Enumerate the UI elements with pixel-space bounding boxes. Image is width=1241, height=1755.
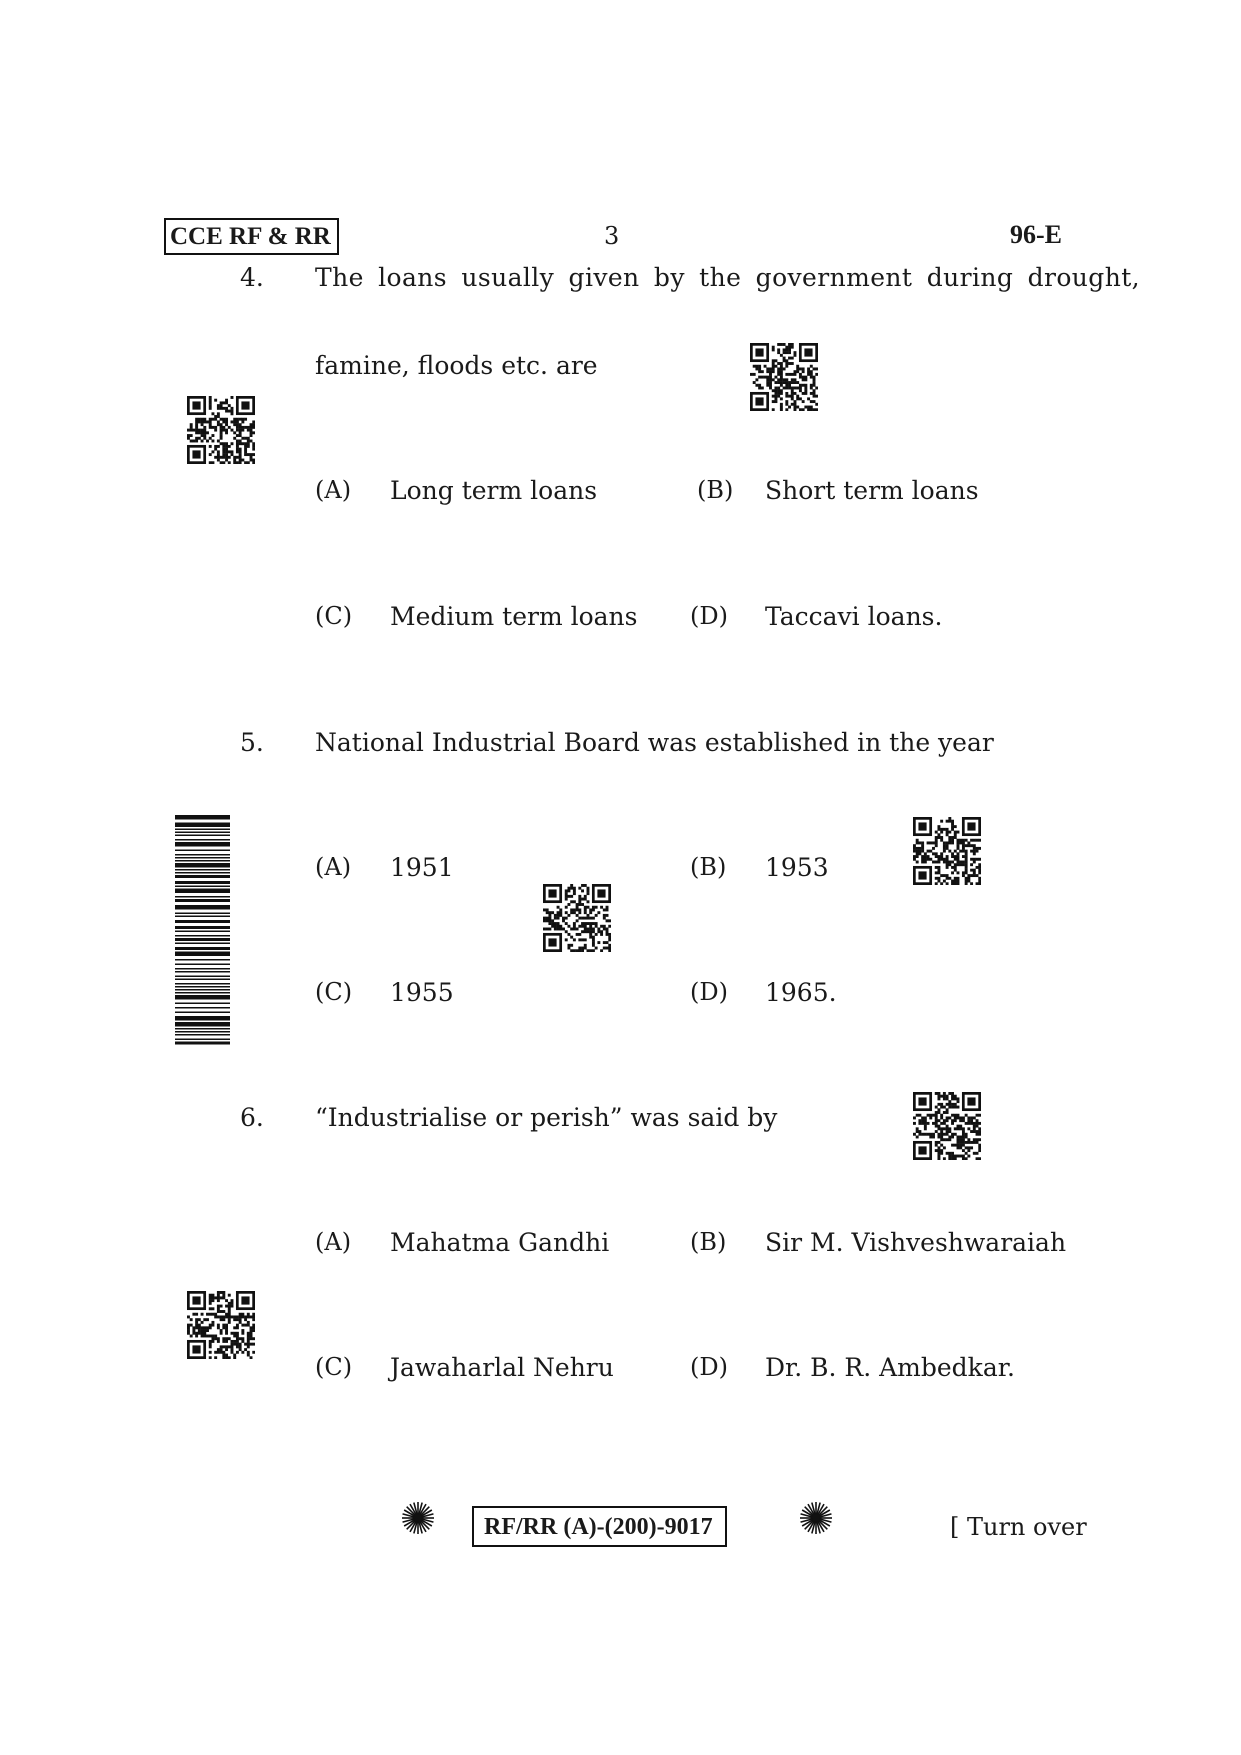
option-text: Mahatma Gandhi — [390, 1228, 610, 1257]
qr-code-icon — [913, 817, 981, 885]
option-text: 1953 — [765, 853, 829, 882]
starburst-icon — [401, 1501, 435, 1535]
option-label: (C) — [315, 602, 353, 630]
question-number: 4. — [240, 263, 264, 292]
option-label: (B) — [690, 1228, 727, 1256]
question-number: 5. — [240, 728, 264, 757]
turn-over-note: [ Turn over — [950, 1513, 1087, 1541]
barcode-icon — [175, 815, 230, 1047]
option-label: (D) — [690, 1353, 728, 1381]
option-text: 1965. — [765, 978, 837, 1007]
qr-code-icon — [913, 1092, 981, 1160]
paper-code: 96-E — [1010, 220, 1062, 249]
starburst-icon — [799, 1501, 833, 1535]
footer-code-box: RF/RR (A)-(200)-9017 — [472, 1506, 727, 1547]
option-label: (C) — [315, 1353, 353, 1381]
option-label: (C) — [315, 978, 353, 1006]
option-label: (B) — [690, 853, 727, 881]
qr-code-icon — [187, 396, 255, 464]
qr-code-icon — [187, 1291, 255, 1359]
option-text: 1955 — [390, 978, 454, 1007]
qr-code-icon — [750, 343, 818, 411]
option-label: (B) — [697, 476, 734, 504]
question-number: 6. — [240, 1103, 264, 1132]
question-text: “Industrialise or perish” was said by — [315, 1103, 778, 1132]
question-text: The loans usually given by the government during drought, — [315, 263, 1140, 292]
option-text: Long term loans — [390, 476, 598, 505]
question-text: National Industrial Board was established in the year — [315, 728, 994, 757]
option-text: Jawaharlal Nehru — [390, 1353, 614, 1382]
option-text: Dr. B. R. Ambedkar. — [765, 1353, 1015, 1382]
option-text: Sir M. Vishveshwaraiah — [765, 1228, 1067, 1257]
series-code-box: CCE RF & RR — [164, 218, 339, 255]
option-label: (A) — [315, 476, 352, 504]
option-label: (D) — [690, 978, 728, 1006]
option-label: (A) — [315, 853, 352, 881]
option-label: (A) — [315, 1228, 352, 1256]
option-text: Medium term loans — [390, 602, 638, 631]
question-text: famine, floods etc. are — [315, 351, 598, 380]
option-text: 1951 — [390, 853, 454, 882]
option-text: Short term loans — [765, 476, 979, 505]
option-text: Taccavi loans. — [765, 602, 943, 631]
qr-code-icon — [543, 884, 611, 952]
option-label: (D) — [690, 602, 728, 630]
page-number: 3 — [604, 222, 620, 250]
